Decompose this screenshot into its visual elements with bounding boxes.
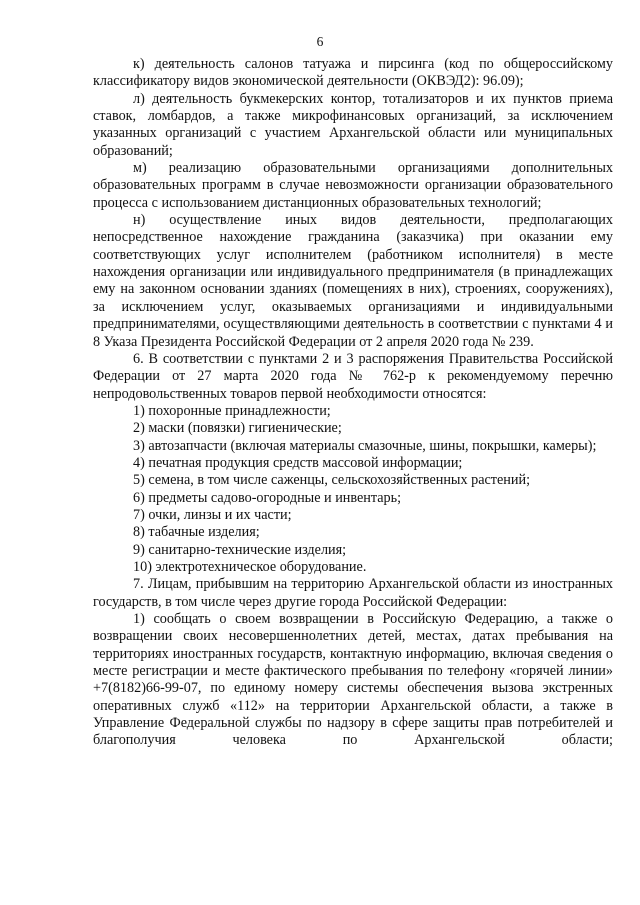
list-item-5: 5) семена, в том числе саженцы, сельскохозяйственных растений;	[133, 472, 531, 489]
list-item-9: 9) санитарно-технические изделия;	[133, 541, 347, 558]
paragraph-k: к) деятельность салонов татуажа и пирсинга (код по общероссийскому классификатору видов экономической деятельности (ОКВЭД2): 96.09);	[93, 56, 613, 90]
paragraph-6: 6. В соответствии с пунктами 2 и 3 распоряжения Правительства Российской Федерации от 27 марта 2020 года № 762-р к рекомендуемому перечню непродовольственных товаров первой необходимости относятся:	[93, 350, 613, 402]
document-body	[93, 56, 613, 750]
paragraph-n: н) осуществление иных видов деятельности, предполагающих непосредственное нахождение гражданина (заказчика) при оказании ему соответствующих услуг исполнителем (работником исполнителя) в месте нахождения организации или индивидуального предпринимателя (в принадлежащих ему на законном основании зданиях (помещениях в них), строениях, сооружениях), за исключением услуг, оказываемых организациями и индивидуальными предпринимателями, осуществляющими деятельность в соответствии с пунктами 4 и 8 Указа Президента Российской Федерации от 2 апреля 2020 года № 239.	[93, 212, 613, 350]
page-number: 6	[316, 34, 324, 49]
paragraph-7-item-1: 1) сообщать о своем возвращении в Российскую Федерацию, а также о возвращении своих несовершеннолетних детей, местах, датах пребывания на территориях иностранных государств, контактную информацию, включая сведения о месте регистрации и месте фактического пребывания по телефону «горячей линии» +7(8182)66-99-07, по единому номеру системы обеспечения вызова экстренных оперативных служб «112» на территории Архангельской области, а также в Управление Федеральной службы по надзору в сфере защиты прав потребителей и благополучия человека по Архангельской области;	[93, 611, 613, 749]
list-item-4: 4) печатная продукция средств массовой информации;	[133, 454, 463, 471]
list-item-10: 10) электротехническое оборудование.	[133, 558, 367, 575]
list-item-2: 2) маски (повязки) гигиенические;	[133, 420, 342, 437]
list-item-3: 3) автозапчасти (включая материалы смазочные, шины, покрышки, камеры);	[133, 437, 597, 454]
paragraph-l: л) деятельность букмекерских контор, тотализаторов и их пунктов приема ставок, ломбардов, а также микрофинансовых организаций, за исключением указанных организаций с участием Архангельской области или муниципальных образований;	[93, 90, 613, 159]
paragraph-m: м) реализацию образовательными организациями дополнительных образовательных программ в случае невозможности организации образовательного процесса с использованием дистанционных образовательных технологий;	[93, 160, 613, 211]
list-item-7: 7) очки, линзы и их части;	[133, 506, 292, 523]
paragraph-7: 7. Лицам, прибывшим на территорию Архангельской области из иностранных государств, в том числе через другие города Российской Федерации:	[93, 576, 613, 610]
list-item-1: 1) похоронные принадлежности;	[133, 402, 331, 419]
list-item-8: 8) табачные изделия;	[133, 524, 260, 541]
list-item-6: 6) предметы садово-огородные и инвентарь;	[133, 489, 402, 506]
